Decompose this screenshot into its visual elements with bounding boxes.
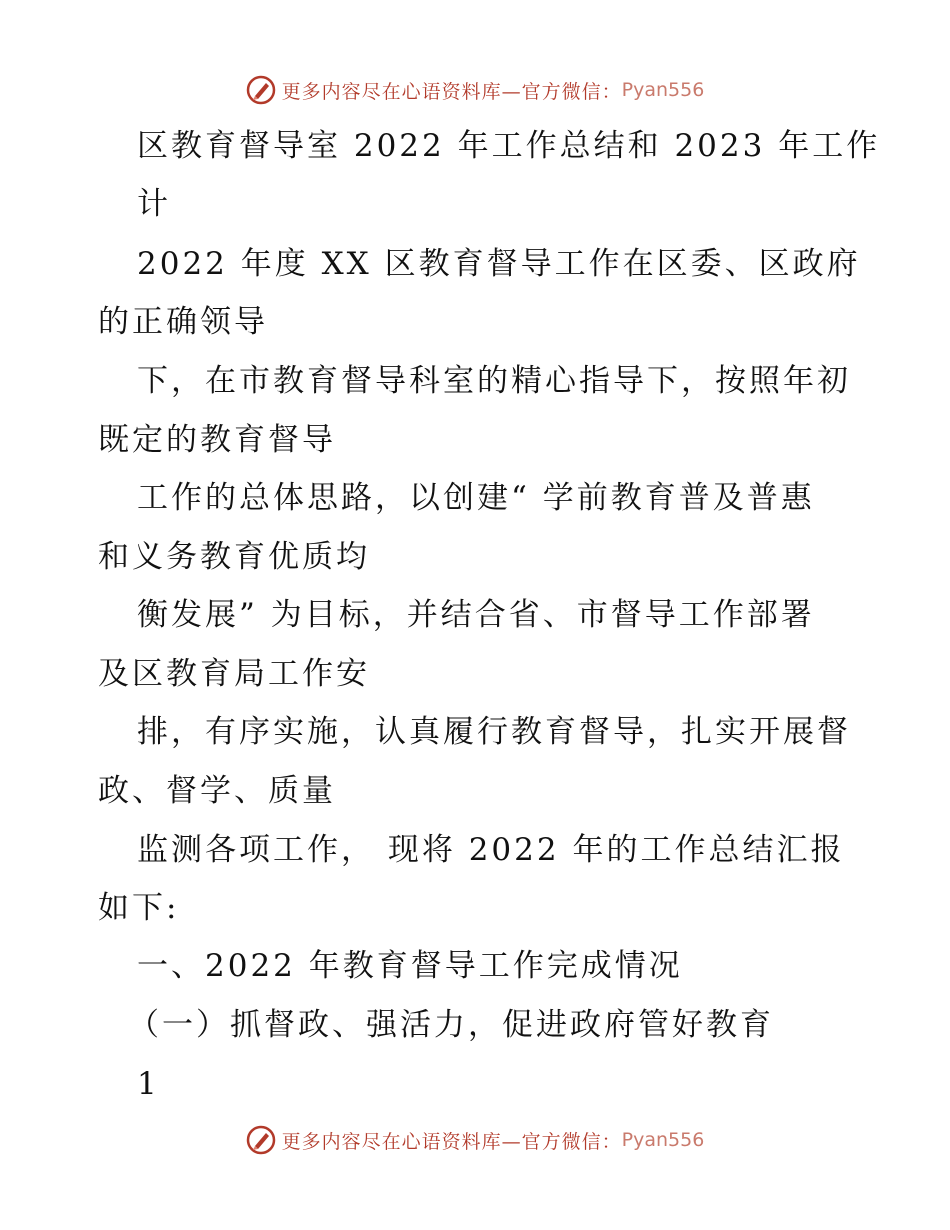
watermark-wechat-id: Pyan556	[621, 79, 705, 101]
paragraph-line: 及区教育局工作安	[98, 656, 370, 692]
subsection-number: 1	[137, 1066, 160, 1102]
paragraph-line: 的正确领导	[98, 304, 268, 340]
paragraph-line: 和义务教育优质均	[98, 539, 370, 575]
subsection-heading: （一）抓督政、强活力，促进政府管好教育	[128, 1007, 774, 1043]
paragraph-line: 2022 年度 XX 区教育督导工作在区委、区政府	[137, 246, 861, 282]
paragraph-line: 下，在市教育督导科室的精心指导下，按照年初	[137, 363, 851, 399]
pen-logo-icon	[246, 1125, 276, 1155]
paragraph-line: 如下:	[98, 890, 180, 926]
watermark-text: 更多内容尽在心语资料库—官方微信：	[281, 1130, 622, 1153]
pen-logo-icon	[246, 75, 276, 105]
watermark-banner-bottom	[0, 1120, 950, 1160]
paragraph-line: 衡发展” 为目标，并结合省、市督导工作部署	[137, 597, 815, 633]
doc-title-line-2: 计	[137, 186, 171, 222]
paragraph-line: 既定的教育督导	[98, 422, 336, 458]
watermark-text: 更多内容尽在心语资料库—官方微信：	[281, 80, 622, 103]
paragraph-line: 政、督学、质量	[98, 773, 336, 809]
section-heading: 一、2022 年教育督导工作完成情况	[137, 948, 683, 984]
paragraph-line: 监测各项工作， 现将 2022 年的工作总结汇报	[137, 832, 845, 868]
paragraph-line: 工作的总体思路，以创建“ 学前教育普及普惠	[137, 480, 815, 516]
watermark-wechat-id: Pyan556	[621, 1129, 705, 1151]
doc-title-line-1: 区教育督导室 2022 年工作总结和 2023 年工作	[137, 128, 881, 164]
watermark-banner-top	[0, 70, 950, 110]
paragraph-line: 排，有序实施，认真履行教育督导，扎实开展督	[137, 714, 851, 750]
